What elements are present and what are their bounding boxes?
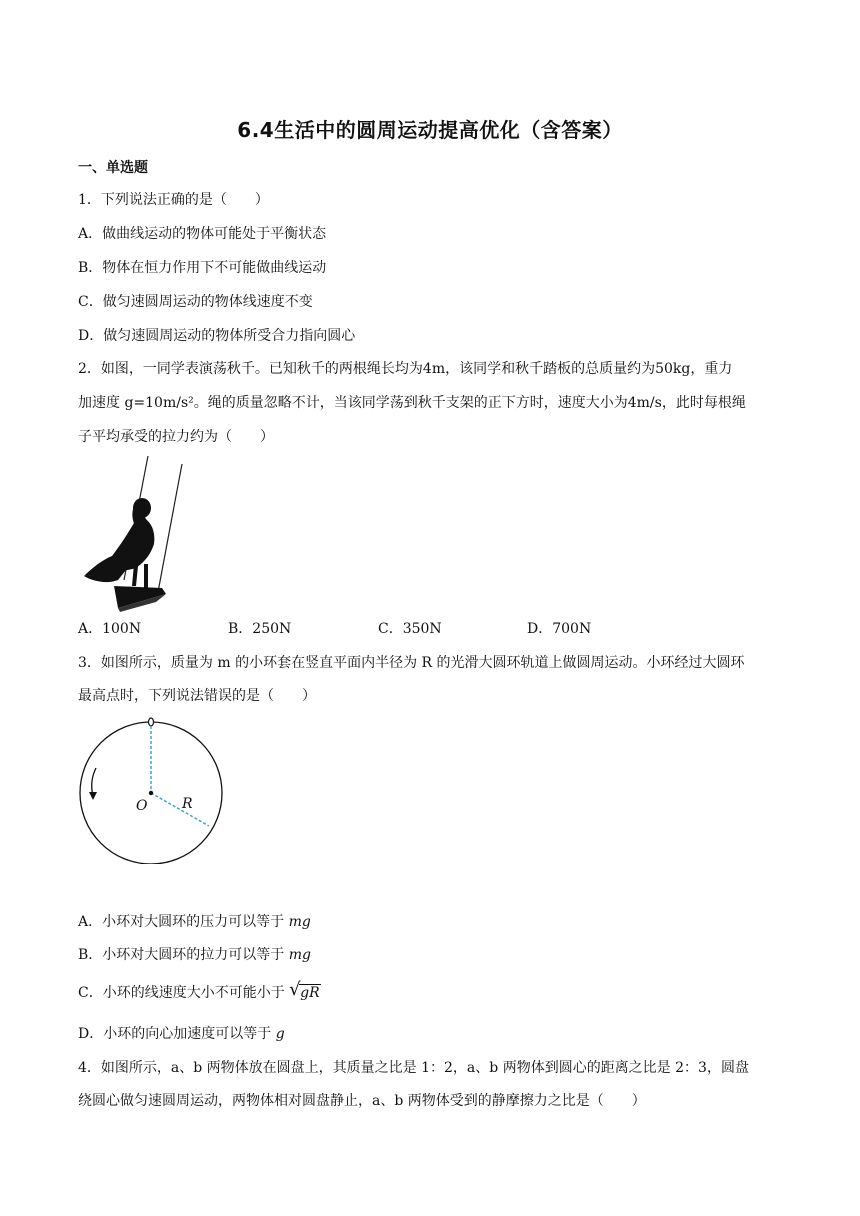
q3-option-c-text: C．小环的线速度大小不可能小于	[78, 985, 290, 1001]
circle-track-figure	[78, 714, 228, 864]
q2-stem-line-2: 加速度 g=10m/s²。绳的质量忽略不计，当该同学荡到秋千支架的正下方时，速度大小为4m/s，此时每根绳	[78, 395, 746, 411]
page-title: 6.4生活中的圆周运动提高优化（含答案）	[237, 118, 623, 142]
q4-stem-line-2: 绕圆心做匀速圆周运动，两物体相对圆盘静止，a、b 两物体受到的静摩擦力之比是（ ）	[78, 1093, 646, 1109]
q3-option-d	[78, 1024, 285, 1044]
q3-stem-line-1: 3．如图所示，质量为 m 的小环套在竖直平面内半径为 R 的光滑大圆环轨道上做圆周运动。小环经过大圆环	[78, 655, 745, 671]
q1-option-a: A．做曲线运动的物体可能处于平衡状态	[78, 226, 327, 242]
q2-option-b: B．250N	[228, 621, 292, 637]
q2-stem-line-3: 子平均承受的拉力约为（ ）	[78, 429, 274, 445]
q2-stem-line-1: 2．如图，一同学表演荡秋千。已知秋千的两根绳长均为4m，该同学和秋千踏板的总质量约为50kg，重力	[78, 361, 733, 377]
q3-stem-line-2: 最高点时，下列说法错误的是（ ）	[78, 688, 316, 704]
q3-option-a	[78, 912, 311, 932]
sqrt-expression: √ gR	[289, 979, 320, 1001]
q2-option-d: D．700N	[527, 621, 592, 637]
q4-stem-line-1: 4．如图所示，a、b 两物体放在圆盘上，其质量之比是 1：2，a、b 两物体到圆心的距离之比是 2：3，圆盘	[78, 1060, 749, 1076]
q2-option-a: A．100N	[78, 621, 142, 637]
q2-option-c: C．350N	[378, 621, 442, 637]
q3-option-b-text: B．小环对大圆环的拉力可以等于	[78, 947, 289, 963]
center-label: O	[136, 798, 148, 814]
q1-option-b: B．物体在恒力作用下不可能做曲线运动	[78, 260, 327, 276]
q3-option-b-var: mg	[288, 947, 311, 963]
swing-silhouette-figure	[78, 452, 198, 612]
q3-option-c	[78, 979, 321, 1003]
q3-option-a-var: mg	[288, 914, 311, 930]
sqrt-radicand: gR	[300, 985, 320, 1001]
q3-option-a-text: A．小环对大圆环的压力可以等于	[78, 914, 289, 930]
q1-stem: 1．下列说法正确的是（ ）	[78, 192, 269, 208]
radius-label: R	[182, 796, 193, 812]
q3-option-b	[78, 945, 311, 965]
q1-option-c: C．做匀速圆周运动的物体线速度不变	[78, 294, 313, 310]
q3-option-d-text: D．小环的向心加速度可以等于	[78, 1026, 276, 1042]
section-heading: 一、单选题	[78, 160, 148, 176]
q1-option-d: D．做匀速圆周运动的物体所受合力指向圆心	[78, 328, 356, 344]
q3-option-d-var: g	[275, 1026, 285, 1042]
